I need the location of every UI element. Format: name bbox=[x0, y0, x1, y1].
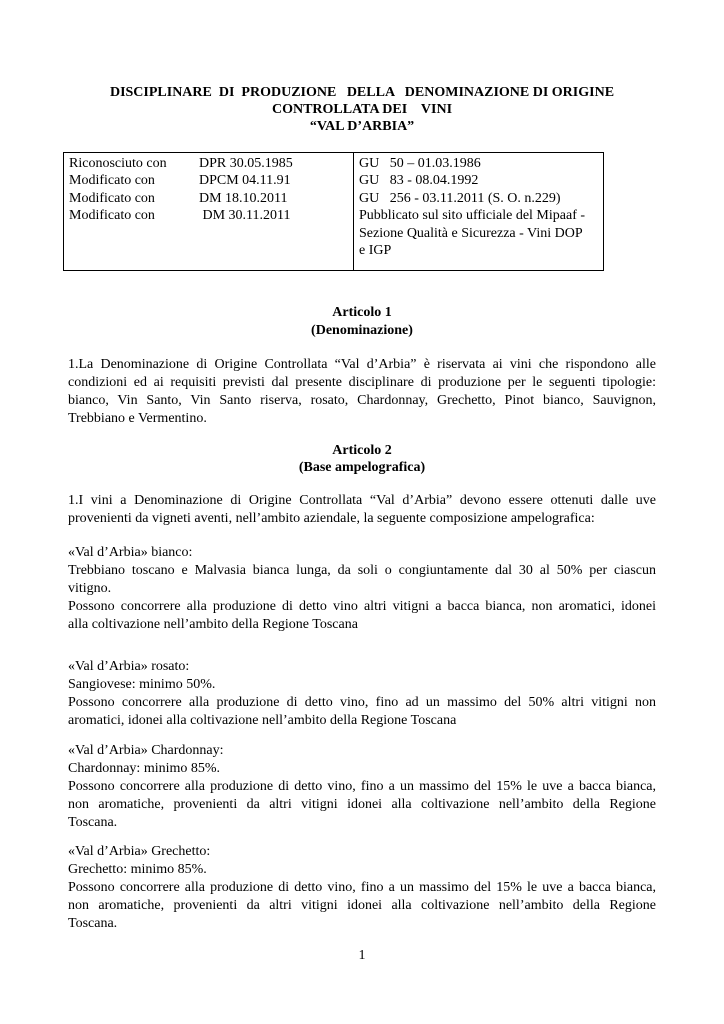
section-heading: «Val d’Arbia» Grechetto: bbox=[68, 844, 211, 859]
text-line: vitigno. bbox=[68, 581, 112, 596]
title-line-3: “VAL D’ARBIA” bbox=[309, 119, 415, 134]
text-line: Chardonnay: minimo 85%. bbox=[68, 761, 221, 776]
decree-value: DPR 30.05.1985 bbox=[199, 156, 293, 171]
text-line: 1.La Denominazione di Origine Controllata “Val d’Arbia” è riservata ai vini che rispondono alle bbox=[68, 357, 656, 372]
article-2-title: Articolo 2 bbox=[332, 443, 392, 458]
grechetto-section bbox=[68, 843, 656, 933]
article-1-title: Articolo 1 bbox=[332, 305, 392, 320]
decree-row bbox=[69, 155, 349, 172]
text-line: Trebbiano e Vermentino. bbox=[68, 411, 207, 426]
publication-line: e IGP bbox=[359, 243, 392, 259]
text-line: Possono concorrere alla produzione di detto vino altri vitigni a bacca bianca, non aromatici, idonei bbox=[68, 599, 656, 614]
text-line: non aromatiche, provenienti da altri vitigni idonei alla coltivazione nell’ambito della Regione bbox=[68, 797, 656, 812]
text-line: Possono concorrere alla produzione di detto vino, fino ad un massimo del 50% altri vitigni non bbox=[68, 695, 656, 710]
registration-table bbox=[63, 152, 604, 271]
decree-label: Modificato con bbox=[69, 190, 155, 206]
article-1-subtitle: (Denominazione) bbox=[311, 323, 413, 338]
text-line: Toscana. bbox=[68, 916, 118, 931]
section-heading: «Val d’Arbia» Chardonnay: bbox=[68, 743, 224, 758]
text-line: Grechetto: minimo 85%. bbox=[68, 862, 207, 877]
publication-line: Pubblicato sul sito ufficiale del Mipaaf - bbox=[359, 208, 586, 224]
text-line: non aromatiche, provenienti da altri vitigni idonei alla coltivazione nell’ambito della Regione bbox=[68, 898, 656, 913]
text-line: aromatici, idonei alla coltivazione nell’ambito della Regione Toscana bbox=[68, 713, 457, 728]
gazette-line: GU 83 - 08.04.1992 bbox=[359, 173, 479, 189]
document-title bbox=[68, 84, 656, 135]
title-line-2: CONTROLLATA DEI VINI bbox=[271, 102, 453, 117]
decree-value: DPCM 04.11.91 bbox=[199, 173, 291, 189]
decree-row bbox=[69, 207, 349, 224]
bianco-section bbox=[68, 544, 656, 634]
text-line: 1.I vini a Denominazione di Origine Controllata “Val d’Arbia” devono essere ottenuti dalle uve bbox=[68, 493, 656, 508]
gazette-line: GU 256 - 03.11.2011 (S. O. n.229) bbox=[359, 190, 561, 206]
decree-value: DM 18.10.2011 bbox=[199, 190, 288, 206]
text-line: Trebbiano toscano e Malvasia bianca lunga, da soli o congiuntamente dal 30 al 50% per ciascun bbox=[68, 563, 656, 578]
page-number: 1 bbox=[358, 948, 366, 963]
article-1-paragraph bbox=[68, 356, 656, 428]
text-line: Toscana. bbox=[68, 815, 118, 830]
decree-label: Riconosciuto con bbox=[69, 156, 167, 171]
gazette-line: GU 50 – 01.03.1986 bbox=[359, 156, 481, 171]
text-line: Sangiovese: minimo 50%. bbox=[68, 677, 216, 692]
article-2-intro bbox=[68, 492, 656, 528]
table-divider bbox=[353, 153, 354, 270]
decree-label: Modificato con bbox=[69, 208, 155, 224]
article-2-subtitle: (Base ampelografica) bbox=[298, 460, 426, 475]
section-heading: «Val d’Arbia» bianco: bbox=[68, 545, 193, 560]
publication-line: Sezione Qualità e Sicurezza - Vini DOP bbox=[359, 225, 583, 241]
gazette-column bbox=[359, 155, 603, 259]
section-heading: «Val d’Arbia» rosato: bbox=[68, 659, 190, 674]
title-line-1: DISCIPLINARE DI PRODUZIONE DELLA DENOMINAZIONE DI ORIGINE bbox=[109, 85, 615, 100]
text-line: alla coltivazione nell’ambito della Regione Toscana bbox=[68, 617, 358, 632]
decree-column bbox=[69, 155, 349, 225]
decree-row bbox=[69, 172, 349, 189]
rosato-section bbox=[68, 658, 656, 730]
decree-label: Modificato con bbox=[69, 173, 155, 189]
text-line: condizioni ed ai requisiti previsti dal presente disciplinare di produzione per le seguenti tipologie: bbox=[68, 375, 656, 390]
text-line: provenienti da vigneti aventi, nell’ambito aziendale, la seguente composizione ampelografica: bbox=[68, 511, 595, 526]
chardonnay-section bbox=[68, 742, 656, 832]
text-line: Possono concorrere alla produzione di detto vino, fino a un massimo del 15% le uve a bacca bianca, bbox=[68, 880, 656, 895]
text-line: Possono concorrere alla produzione di detto vino, fino a un massimo del 15% le uve a bacca bianca, bbox=[68, 779, 656, 794]
text-line: bianco, Vin Santo, Vin Santo riserva, rosato, Chardonnay, Grechetto, Pinot bianco, Sauvignon, bbox=[68, 393, 656, 408]
decree-row bbox=[69, 190, 349, 207]
decree-value: DM 30.11.2011 bbox=[199, 208, 291, 224]
